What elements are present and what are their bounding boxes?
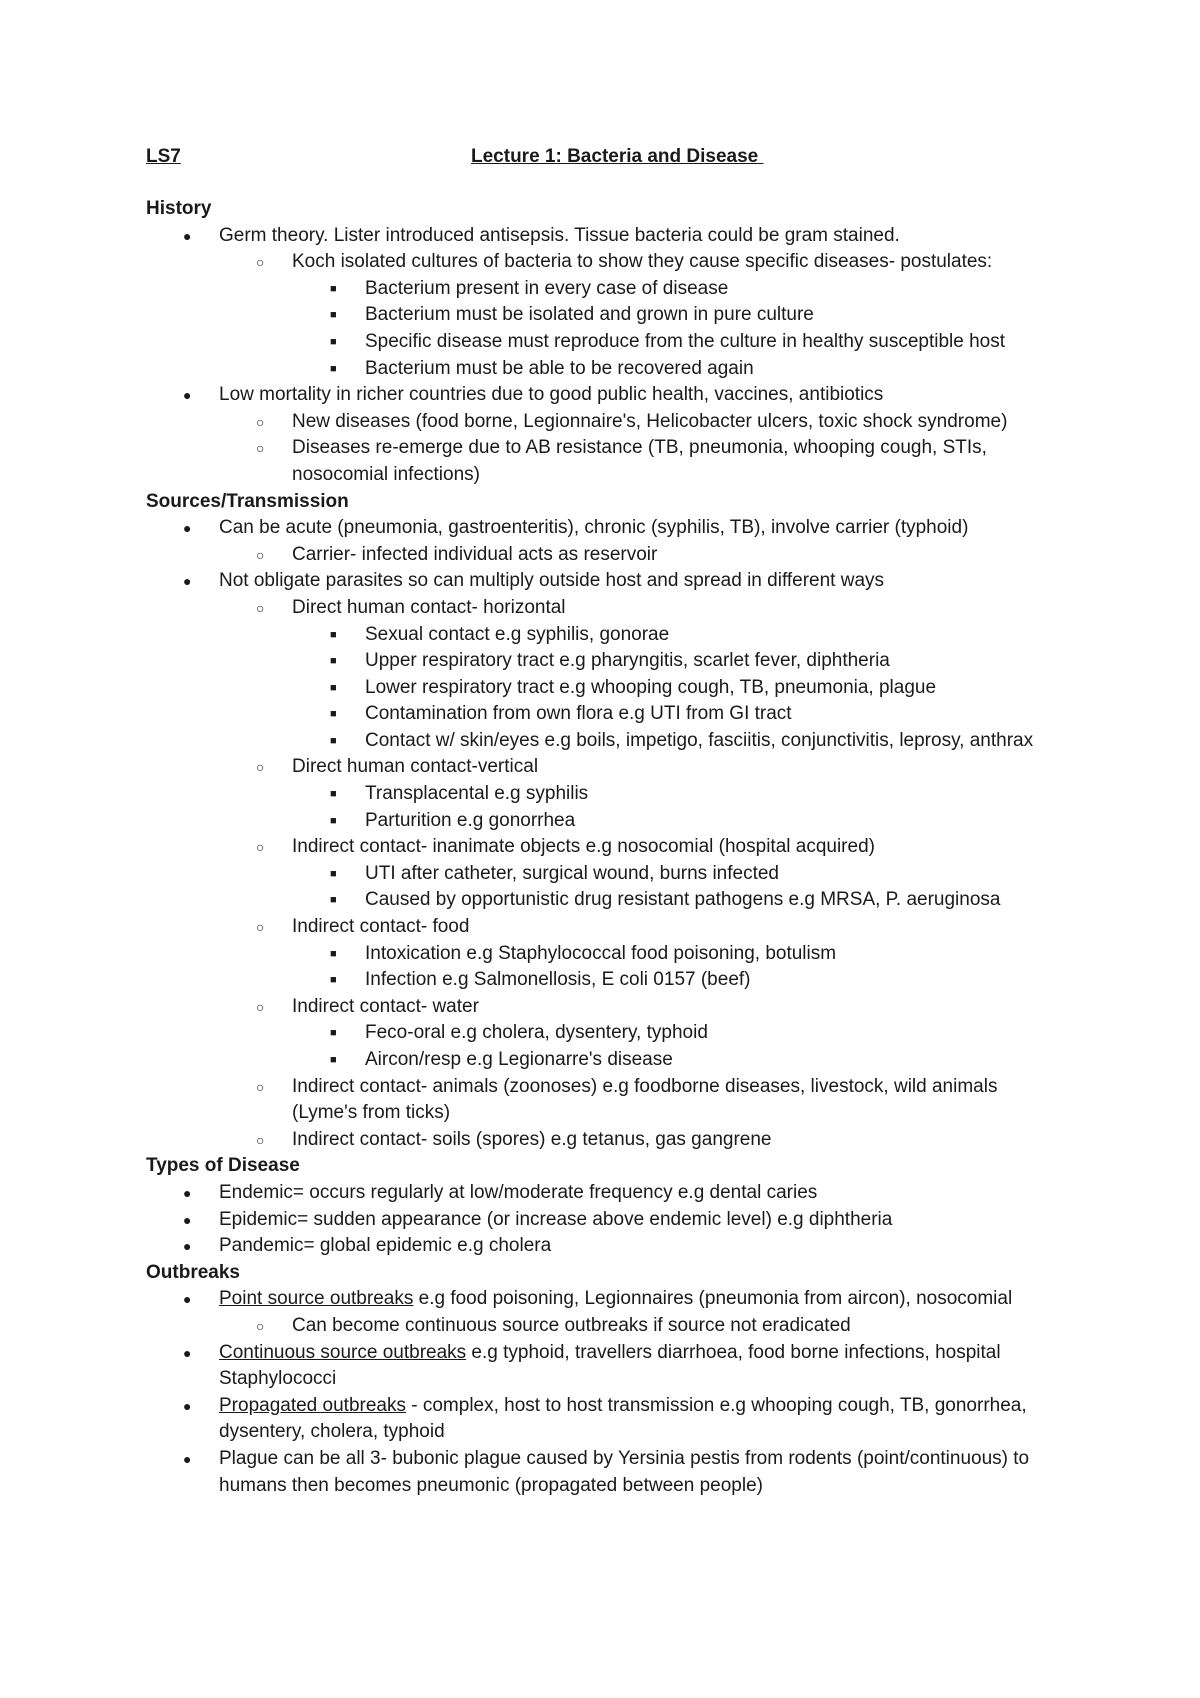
item-text: Endemic= occurs regularly at low/moderate frequency e.g dental caries [219, 1181, 818, 1203]
bullet-icon: ○ [256, 839, 265, 856]
bullet-icon: ■ [330, 309, 337, 322]
bullet-icon: ■ [330, 947, 337, 960]
bullet-icon: ● [183, 387, 192, 404]
bullet-icon: ○ [256, 413, 265, 430]
list-item [146, 435, 1066, 488]
bullet-icon: ■ [330, 734, 337, 747]
lecture-notes [146, 196, 1066, 1499]
bullet-icon: ○ [256, 998, 265, 1015]
item-text: e.g typhoid, travellers diarrhoea, food borne infections, hospital Staphylococci [219, 1341, 1001, 1390]
item-text: Transplacental e.g syphilis [365, 783, 589, 805]
list-item [146, 967, 1066, 994]
item-text: Intoxication e.g Staphylococcal food poisoning, botulism [365, 942, 837, 964]
item-text: Not obligate parasites so can multiply outside host and spread in different ways [219, 570, 885, 592]
course-code: LS7 [146, 146, 181, 167]
list-item [146, 1127, 1066, 1154]
bullet-icon: ○ [256, 546, 265, 563]
list-item [146, 409, 1066, 436]
bullet-icon: ● [183, 573, 192, 590]
outbreak-term: Propagated outbreaks [219, 1394, 406, 1416]
list-item [146, 223, 1066, 250]
item-text: Indirect contact- food [292, 916, 470, 938]
bullet-icon: ■ [330, 708, 337, 721]
bullet-icon: ■ [330, 788, 337, 801]
bullet-icon: ● [183, 1238, 192, 1255]
list-item [146, 675, 1066, 702]
bullet-icon: ○ [256, 1317, 265, 1334]
list-item [146, 834, 1066, 861]
list-item [146, 1393, 1066, 1446]
list-item [146, 1340, 1066, 1393]
item-text: Bacterium must be able to be recovered again [365, 357, 754, 379]
list-item [146, 1286, 1066, 1313]
item-text: Parturition e.g gonorrhea [365, 809, 576, 831]
list-item [146, 1047, 1066, 1074]
list-item [146, 276, 1066, 303]
bullet-icon: ■ [330, 867, 337, 880]
item-text: Feco-oral e.g cholera, dysentery, typhoid [365, 1022, 708, 1044]
list-item [146, 861, 1066, 888]
item-text: Specific disease must reproduce from the culture in healthy susceptible host [365, 330, 1005, 352]
list-item [146, 808, 1066, 835]
bullet-icon: ■ [330, 1027, 337, 1040]
list-item [146, 542, 1066, 569]
item-text: Low mortality in richer countries due to good public health, vaccines, antibiotics [219, 384, 884, 406]
bullet-icon: ● [183, 520, 192, 537]
bullet-icon: ○ [256, 1078, 265, 1095]
list-item [146, 1074, 1066, 1127]
item-text: Caused by opportunistic drug resistant pathogens e.g MRSA, P. aeruginosa [365, 889, 1001, 911]
document-header [146, 146, 1054, 172]
bullet-icon: ● [183, 1184, 192, 1201]
bullet-icon: ● [183, 1450, 192, 1467]
section-heading: History [146, 198, 212, 219]
item-text: Contact w/ skin/eyes e.g boils, impetigo, fasciitis, conjunctivitis, leprosy, anthrax [365, 729, 1034, 751]
list-item [146, 1020, 1066, 1047]
list-item [146, 622, 1066, 649]
list-item [146, 994, 1066, 1021]
bullet-icon: ■ [330, 335, 337, 348]
bullet-icon: ○ [256, 254, 265, 271]
list-item [146, 249, 1066, 276]
item-text: Aircon/resp e.g Legionarre's disease [365, 1049, 673, 1070]
bullet-icon: ○ [256, 759, 265, 776]
list-item [146, 515, 1066, 542]
list-item [146, 1207, 1066, 1234]
list-item [146, 728, 1066, 755]
outbreak-term: Point source outbreaks [219, 1288, 414, 1310]
list-item [146, 595, 1066, 622]
bullet-icon: ■ [330, 894, 337, 907]
item-text: Epidemic= sudden appearance (or increase above endemic level) e.g diphtheria [219, 1208, 893, 1230]
bullet-icon: ○ [256, 440, 265, 457]
item-text: Infection e.g Salmonellosis, E coli 0157 (beef) [365, 969, 751, 991]
item-text: Can be acute (pneumonia, gastroenteritis), chronic (syphilis, TB), involve carrier (typhoid) [219, 517, 969, 539]
list-item [146, 1313, 1066, 1340]
section-heading: Outbreaks [146, 1261, 240, 1283]
bullet-icon: ■ [330, 655, 337, 668]
item-text: Bacterium present in every case of disease [365, 277, 729, 299]
bullet-icon: ○ [256, 919, 265, 936]
item-text: Indirect contact- soils (spores) e.g tetanus, gas gangrene [292, 1128, 772, 1150]
item-text: e.g food poisoning, Legionnaires (pneumonia from aircon), nosocomial [413, 1288, 1013, 1310]
bullet-icon: ■ [330, 814, 337, 827]
bullet-icon: ■ [330, 974, 337, 987]
list-item [146, 1446, 1066, 1499]
item-text: Upper respiratory tract e.g pharyngitis, scarlet fever, diphtheria [365, 650, 890, 672]
list-item [146, 1233, 1066, 1260]
item-text: UTI after catheter, surgical wound, burns infected [365, 862, 779, 884]
bullet-icon: ■ [330, 282, 337, 295]
bullet-icon: ● [183, 1211, 192, 1228]
list-item [146, 754, 1066, 781]
list-item [146, 1180, 1066, 1207]
list-item [146, 781, 1066, 808]
bullet-icon: ● [183, 1344, 192, 1361]
item-text: Sexual contact e.g syphilis, gonorae [365, 623, 670, 645]
item-text: Plague can be all 3- bubonic plague caused by Yersinia pestis from rodents (point/continuous) to humans then becomes pneumonic (propagated between people) [219, 1447, 1030, 1496]
bullet-icon: ● [183, 1291, 192, 1308]
bullet-icon: ● [183, 227, 192, 244]
bullet-icon: ○ [256, 599, 265, 616]
list-item [146, 356, 1066, 383]
list-item [146, 568, 1066, 595]
item-text: Can become continuous source outbreaks if source not eradicated [292, 1314, 851, 1336]
item-text: Indirect contact- water [292, 995, 479, 1017]
list-item [146, 701, 1066, 728]
list-item [146, 914, 1066, 941]
bullet-icon: ■ [330, 362, 337, 375]
bullet-icon: ■ [330, 1054, 337, 1066]
list-item [146, 941, 1066, 968]
item-text: Direct human contact-vertical [292, 756, 539, 778]
item-text: Carrier- infected individual acts as reservoir [292, 543, 658, 565]
item-text: Bacterium must be isolated and grown in pure culture [365, 304, 814, 326]
bullet-icon: ■ [330, 681, 337, 694]
list-item [146, 887, 1066, 914]
bullet-icon: ○ [256, 1131, 265, 1148]
item-text: Diseases re-emerge due to AB resistance (TB, pneumonia, whooping cough, STIs, nosocomial infections) [292, 437, 987, 485]
outbreak-term: Continuous source outbreaks [219, 1341, 467, 1363]
item-text: Koch isolated cultures of bacteria to show they cause specific diseases- postulates: [292, 251, 993, 273]
list-item [146, 329, 1066, 356]
item-text: Direct human contact- horizontal [292, 596, 566, 618]
item-text: Germ theory. Lister introduced antisepsis. Tissue bacteria could be gram stained. [219, 224, 900, 246]
bullet-icon: ● [183, 1397, 192, 1414]
item-text: Indirect contact- inanimate objects e.g nosocomial (hospital acquired) [292, 836, 875, 858]
item-text: New diseases (food borne, Legionnaire's, Helicobacter ulcers, toxic shock syndrome) [292, 410, 1008, 432]
lecture-title: Lecture 1: Bacteria and Disease [471, 146, 764, 167]
item-text: Pandemic= global epidemic e.g cholera [219, 1235, 552, 1257]
bullet-icon: ■ [330, 628, 337, 641]
item-text: Lower respiratory tract e.g whooping cough, TB, pneumonia, plague [365, 676, 937, 698]
section-heading: Sources/Transmission [146, 490, 349, 512]
item-text: Contamination from own flora e.g UTI from GI tract [365, 703, 792, 725]
list-item [146, 302, 1066, 329]
list-item [146, 648, 1066, 675]
item-text: Indirect contact- animals (zoonoses) e.g foodborne diseases, livestock, wild animals (Lyme's from ticks) [292, 1075, 998, 1124]
item-text: - complex, host to host transmission e.g whooping cough, TB, gonorrhea, dysentery, cholera, typhoid [219, 1394, 1027, 1443]
section-heading: Types of Disease [146, 1155, 300, 1177]
list-item [146, 382, 1066, 409]
